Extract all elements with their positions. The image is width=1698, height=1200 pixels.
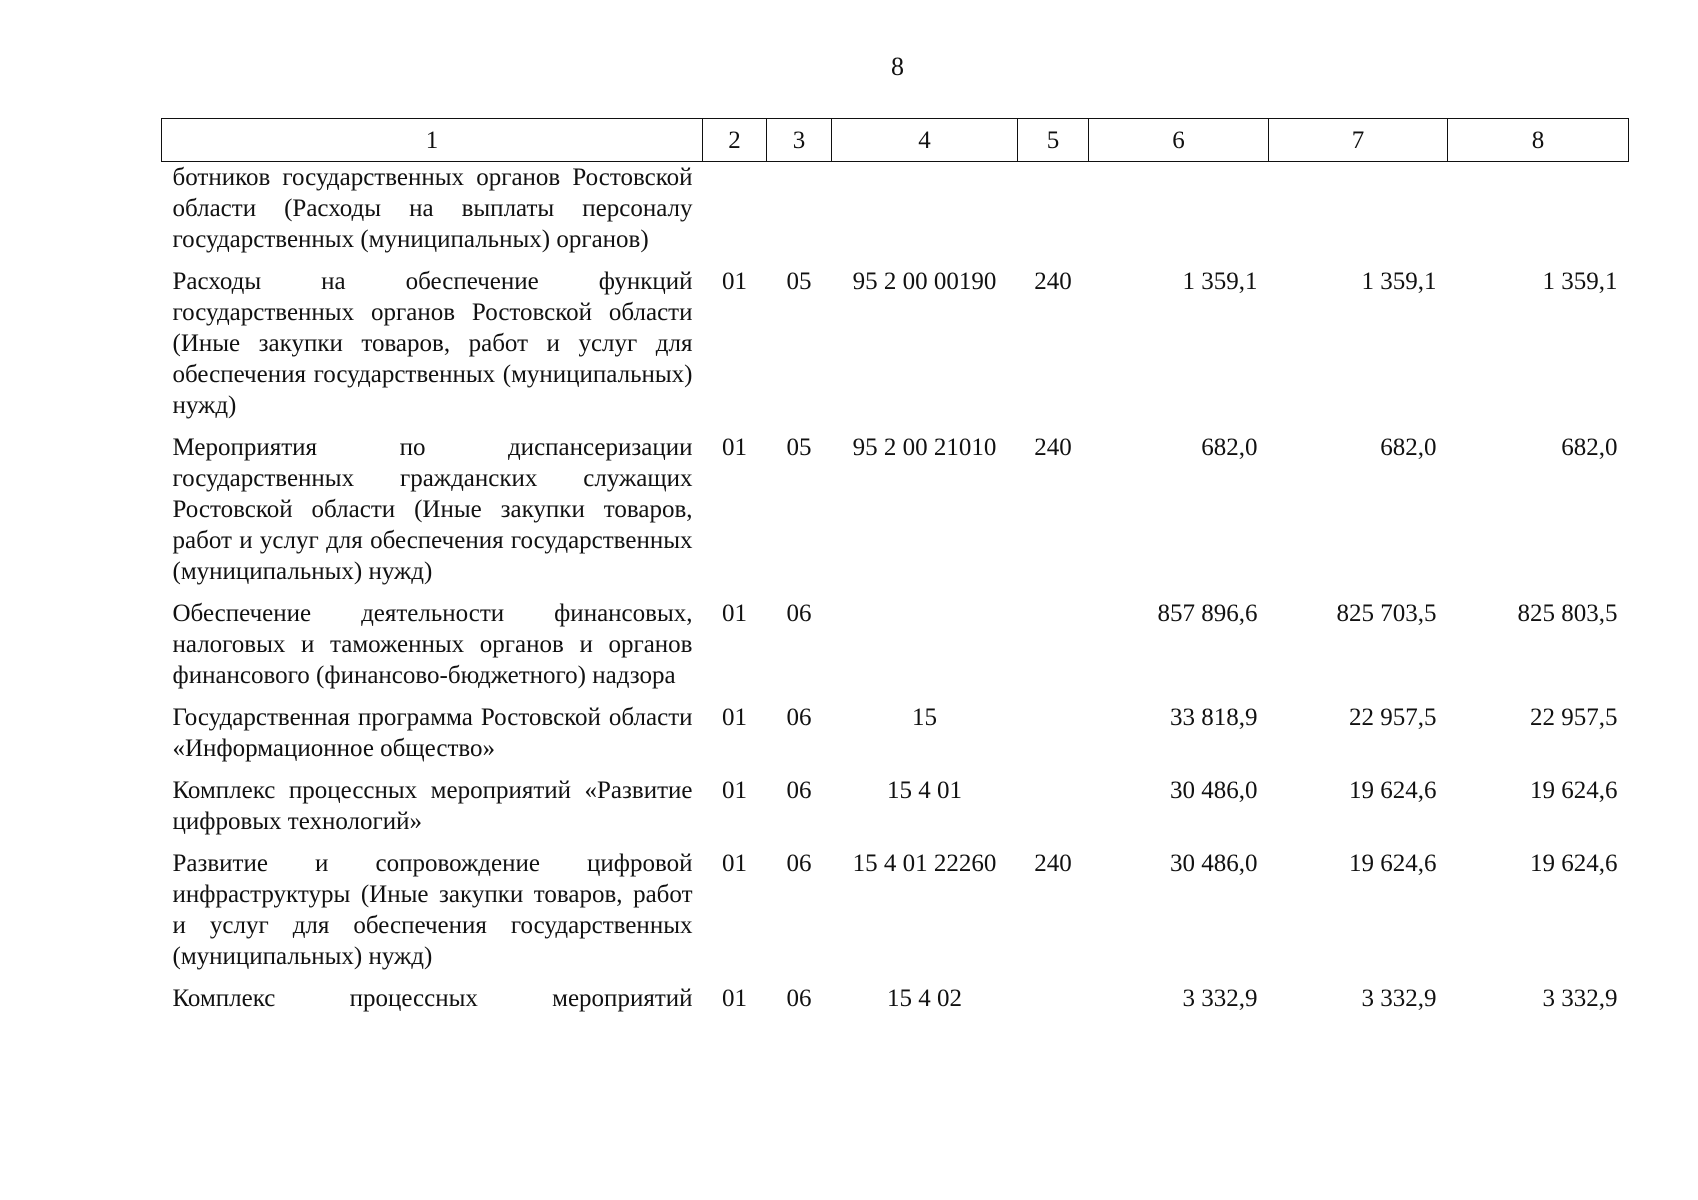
row-amount-col6: 30 486,0 <box>1170 850 1258 877</box>
row-section: 01 <box>722 600 747 627</box>
row-target-article <box>832 598 1018 702</box>
row-section: 01 <box>722 434 747 461</box>
row-name: Мероприятия по диспансеризации государственных гражданских служащих Ростовской области (Иные закупки товаров, работ и услуг для обеспечения государственных (муниципальных) нужд) <box>172 434 693 585</box>
row-amount-col8: 825 803,5 <box>1517 600 1618 627</box>
row-amount-col6: 682,0 <box>1201 434 1258 461</box>
row-target-article: 15 4 01 22260 <box>852 850 997 877</box>
row-subsection: 06 <box>786 704 812 731</box>
row-subsection: 06 <box>786 600 812 627</box>
column-header-3: 3 <box>767 119 832 162</box>
row-expense-type <box>1018 162 1089 267</box>
column-header-7: 7 <box>1269 119 1448 162</box>
column-header-1: 1 <box>162 119 703 162</box>
row-subsection: 06 <box>786 985 812 1012</box>
row-name: Расходы на обеспечение функций государственных органов Ростовской области (Иные закупки товаров, работ и услуг для обеспечения государственных (муниципальных) нужд) <box>172 268 693 419</box>
column-header-5: 5 <box>1018 119 1089 162</box>
row-subsection: 06 <box>786 850 812 877</box>
column-header-6: 6 <box>1089 119 1269 162</box>
row-expense-type: 240 <box>1034 434 1072 461</box>
row-target-article: 15 <box>912 704 937 731</box>
row-name: Обеспечение деятельности финансовых, налоговых и таможенных органов и органов финансового (финансово-бюджетного) надзора <box>172 600 693 689</box>
row-name: Комплекс процессных мероприятий <box>172 985 693 1012</box>
row-expense-type <box>1018 598 1089 702</box>
row-target-article: 15 4 01 <box>887 777 962 804</box>
row-amount-col7: 3 332,9 <box>1361 985 1437 1012</box>
table-row <box>162 432 1629 598</box>
row-name: Государственная программа Ростовской области «Информационное общество» <box>172 704 693 762</box>
row-name: Развитие и сопровождение цифровой инфраструктуры (Иные закупки товаров, работ и услуг для обеспечения государственных (муниципальных) нужд) <box>172 850 693 970</box>
budget-table <box>161 118 1629 1025</box>
row-amount-col8: 19 624,6 <box>1530 850 1618 877</box>
table-row <box>162 162 1629 267</box>
row-amount-col6: 857 896,6 <box>1157 600 1258 627</box>
table-row <box>162 983 1629 1025</box>
row-amount-col8: 682,0 <box>1561 434 1618 461</box>
row-section: 01 <box>722 704 747 731</box>
row-amount-col6 <box>1089 162 1269 267</box>
table-body <box>162 162 1629 1026</box>
row-subsection: 05 <box>786 268 812 295</box>
table-row <box>162 598 1629 702</box>
row-expense-type <box>1018 983 1089 1025</box>
row-amount-col6: 33 818,9 <box>1170 704 1258 731</box>
row-expense-type <box>1018 775 1089 848</box>
row-amount-col8: 1 359,1 <box>1542 268 1618 295</box>
row-section: 01 <box>722 850 747 877</box>
column-header-2: 2 <box>703 119 767 162</box>
row-subsection <box>767 162 832 267</box>
row-amount-col7: 682,0 <box>1380 434 1437 461</box>
row-section: 01 <box>722 777 747 804</box>
row-amount-col6: 1 359,1 <box>1182 268 1258 295</box>
table-row <box>162 702 1629 775</box>
table-header <box>162 119 1629 162</box>
row-name: ботников государственных органов Ростовской области (Расходы на выплаты персоналу государственных (муниципальных) органов) <box>172 164 693 253</box>
row-amount-col7: 1 359,1 <box>1361 268 1437 295</box>
row-section: 01 <box>722 268 747 295</box>
row-amount-col8: 3 332,9 <box>1542 985 1618 1012</box>
table-header-row <box>162 119 1629 162</box>
row-amount-col6: 30 486,0 <box>1170 777 1258 804</box>
row-name: Комплекс процессных мероприятий «Развитие цифровых технологий» <box>172 777 693 835</box>
table-row <box>162 848 1629 983</box>
row-expense-type: 240 <box>1034 850 1072 877</box>
row-amount-col7: 19 624,6 <box>1349 777 1437 804</box>
row-expense-type <box>1018 702 1089 775</box>
row-section <box>703 162 767 267</box>
row-amount-col6: 3 332,9 <box>1182 985 1258 1012</box>
page-number: 8 <box>891 52 904 81</box>
row-target-article: 15 4 02 <box>887 985 962 1012</box>
table-row <box>162 266 1629 432</box>
row-amount-col8 <box>1448 162 1629 267</box>
row-subsection: 05 <box>786 434 812 461</box>
row-target-article: 95 2 00 00190 <box>852 268 997 295</box>
row-amount-col8: 22 957,5 <box>1530 704 1618 731</box>
row-amount-col7: 825 703,5 <box>1336 600 1437 627</box>
row-expense-type: 240 <box>1034 268 1072 295</box>
row-section: 01 <box>722 985 747 1012</box>
table-row <box>162 775 1629 848</box>
row-target-article <box>832 162 1018 267</box>
column-header-8: 8 <box>1448 119 1629 162</box>
row-amount-col7: 19 624,6 <box>1349 850 1437 877</box>
column-header-4: 4 <box>832 119 1018 162</box>
row-amount-col7: 22 957,5 <box>1349 704 1437 731</box>
row-amount-col7 <box>1269 162 1448 267</box>
row-subsection: 06 <box>786 777 812 804</box>
row-target-article: 95 2 00 21010 <box>852 434 997 461</box>
row-amount-col8: 19 624,6 <box>1530 777 1618 804</box>
